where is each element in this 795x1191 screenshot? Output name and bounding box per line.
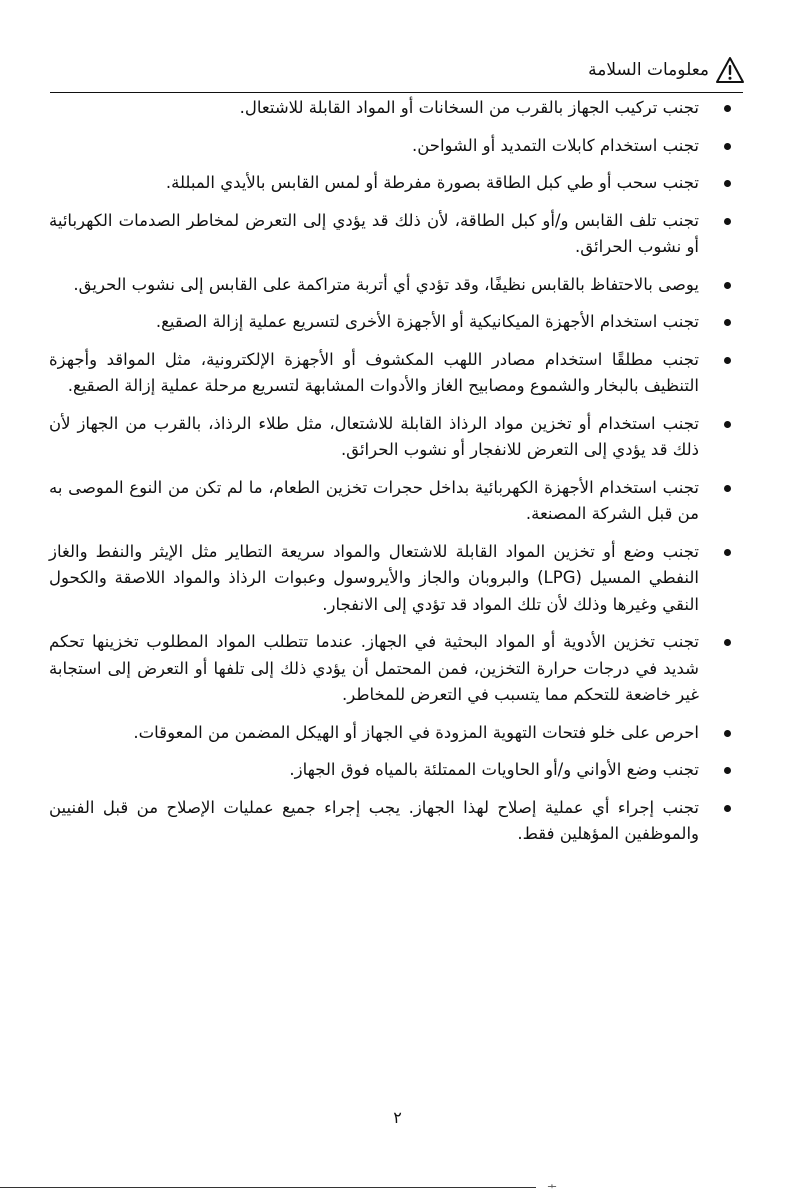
bullet-icon [724,767,731,774]
list-item [49,208,739,261]
item-text: احرص على خلو فتحات التهوية المزودة في الجهاز أو الهيكل المضمن من المعوقات. [133,722,699,742]
item-text: تجنب مطلقًا استخدام مصادر اللهب المكشوف أو الأجهزة الإلكترونية، مثل المواقد وأجهزة التنظيف بالبخار والشموع ومصابيح الغاز والأدوات المشابهة لتسريع مرحلة عملية إزالة الصقيع. [49,349,699,395]
header-divider [50,92,743,93]
list-item [49,411,739,464]
list-item [49,795,739,848]
list-item [49,720,739,747]
bullet-icon [724,730,731,737]
bullet-icon [724,357,731,364]
section-title: معلومات السلامة [588,60,709,80]
item-text: يوصى بالاحتفاظ بالقابس نظيفًا، وقد تؤدي أي أتربة متراكمة على القابس إلى نشوب الحريق. [73,274,699,294]
item-text: تجنب سحب أو طي كبل الطاقة بصورة مفرطة أو لمس القابس بالأيدي المبللة. [165,173,699,192]
bullet-icon [724,319,731,326]
footer-divider [0,1187,536,1188]
bullet-icon [724,805,731,812]
bullet-icon [724,282,731,289]
list-item [49,539,739,619]
bullet-icon [724,105,731,112]
list-item [49,272,739,299]
bullet-icon [724,180,731,187]
list-item [49,170,739,197]
list-item [49,629,739,709]
section-header [588,56,745,84]
footer-marks: ـيـ [548,1180,556,1190]
list-item [49,309,739,336]
safety-list [49,95,739,859]
bullet-icon [724,639,731,646]
bullet-icon [724,218,731,225]
list-item [49,133,739,160]
bullet-icon [724,485,731,492]
warning-triangle-icon [715,56,745,84]
item-text: تجنب وضع الأواني و/أو الحاويات الممتلئة بالمياه فوق الجهاز. [289,760,699,779]
page-number: ٢ [393,1108,402,1127]
item-text: تجنب وضع أو تخزين المواد القابلة للاشتعال والمواد سريعة التطاير مثل الإيثر والنفط والغاز النفطي المسيل (LPG) والبروبان والجاز والأيروسول وعبوات الرذاذ والمواد اللاصقة والكحول النقي وغيرها وذلك لأن تلك المواد قد تؤدي إلى الانفجار. [49,541,699,614]
list-item [49,757,739,784]
item-text: تجنب استخدام أو تخزين مواد الرذاذ القابلة للاشتعال، مثل طلاء الرذاذ، بالقرب من الجهاز لأن ذلك قد يؤدي إلى التعرض للانفجار أو نشوب الحرائق. [49,413,699,459]
list-item [49,347,739,400]
list-item [49,475,739,528]
item-text: تجنب تركيب الجهاز بالقرب من السخانات أو المواد القابلة للاشتعال. [239,98,699,117]
item-text: تجنب استخدام كابلات التمديد أو الشواحن. [411,135,699,155]
item-text: تجنب تلف القابس و/أو كبل الطاقة، لأن ذلك قد يؤدي إلى التعرض لمخاطر الصدمات الكهربائية أو نشوب الحرائق. [49,210,699,256]
list-item [49,95,739,122]
item-text: تجنب استخدام الأجهزة الميكانيكية أو الأجهزة الأخرى لتسريع عملية إزالة الصقيع. [155,312,699,331]
item-text: تجنب استخدام الأجهزة الكهربائية بداخل حجرات تخزين الطعام، ما لم تكن من النوع الموصى به من قبل الشركة المصنعة. [49,477,699,523]
bullet-icon [724,143,731,150]
bullet-icon [724,549,731,556]
bullet-icon [724,421,731,428]
item-text: تجنب تخزين الأدوية أو المواد البحثية في الجهاز. عندما تتطلب المواد المطلوب تخزينها تحكم شديد في درجات حرارة التخزين، فمن المحتمل أن يؤدي ذلك إلى تلفها أو التعرض إلى استجابة غير خاضعة للتحكم مما يتسبب في التعرض للمخاطر. [49,632,699,704]
item-text: تجنب إجراء أي عملية إصلاح لهذا الجهاز. يجب إجراء جميع عمليات الإصلاح من قبل الفنيين والموظفين المؤهلين فقط. [49,797,699,843]
